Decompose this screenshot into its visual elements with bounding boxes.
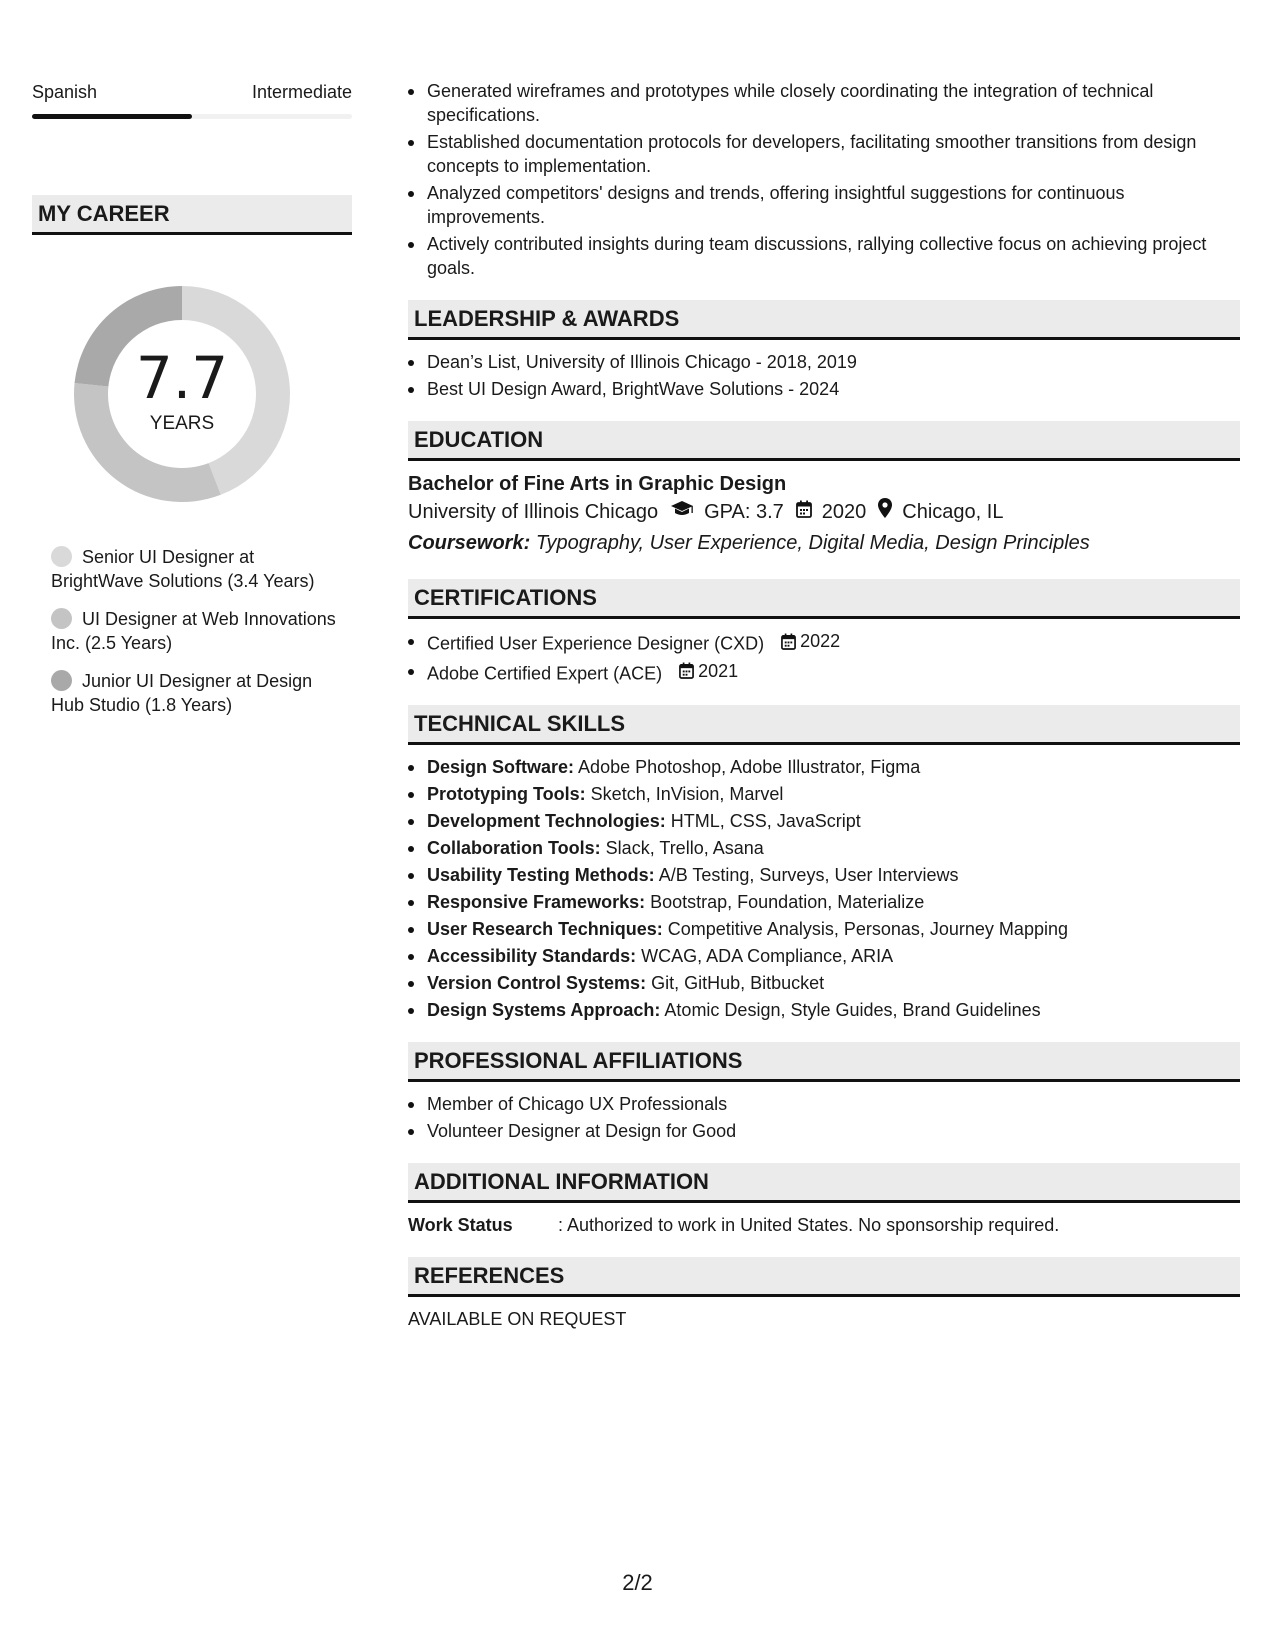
skill-value: A/B Testing, Surveys, User Interviews <box>658 865 959 885</box>
experience-bullet: Generated wireframes and prototypes while closely coordinating the integration of technical specifications. <box>408 79 1240 127</box>
calendar-icon <box>781 633 796 650</box>
page-number: 2/2 <box>622 1570 653 1595</box>
career-heading: MY CAREER <box>38 201 170 226</box>
education-year: 2020 <box>821 501 867 523</box>
certification-item <box>408 629 1240 656</box>
legend-label: Senior UI Designer at BrightWave Solutions (3.4 Years) <box>51 547 315 591</box>
experience-bullet: Analyzed competitors' designs and trends, offering insightful suggestions for continuous improvements. <box>408 181 1240 229</box>
work-status-row <box>408 1213 1240 1237</box>
skill-item <box>408 971 1240 995</box>
skill-item <box>408 809 1240 833</box>
additional-heading: ADDITIONAL INFORMATION <box>414 1169 709 1194</box>
leadership-heading-bar <box>408 300 1240 340</box>
skills-section <box>408 705 1240 1022</box>
education-section <box>408 421 1240 559</box>
career-total-years: 7.7 <box>135 344 229 412</box>
skill-label: Accessibility Standards: <box>427 946 637 966</box>
skills-heading: TECHNICAL SKILLS <box>414 711 626 736</box>
career-heading-bar <box>32 195 352 235</box>
certifications-heading: CERTIFICATIONS <box>414 585 597 610</box>
skill-item <box>408 836 1240 860</box>
skill-label: Development Technologies: <box>427 811 666 831</box>
coursework-value: Typography, User Experience, Digital Media, Design Principles <box>535 532 1090 554</box>
leadership-item: Dean’s List, University of Illinois Chicago - 2018, 2019 <box>408 350 1240 374</box>
additional-heading-bar <box>408 1163 1240 1203</box>
language-row <box>32 80 352 104</box>
skill-value: Adobe Photoshop, Adobe Illustrator, Figma <box>578 757 921 777</box>
affiliations-heading: PROFESSIONAL AFFILIATIONS <box>414 1048 743 1073</box>
legend-item <box>51 669 341 717</box>
language-proficiency-bar <box>32 114 352 119</box>
left-column <box>32 80 352 731</box>
legend-dot <box>51 670 72 691</box>
career-total-unit: YEARS <box>149 413 215 434</box>
certification-name: Adobe Certified Expert (ACE) <box>427 663 663 683</box>
skill-label: Usability Testing Methods: <box>427 865 655 885</box>
education-details <box>408 497 1240 527</box>
skill-label: Prototyping Tools: <box>427 784 586 804</box>
references-heading-bar <box>408 1257 1240 1297</box>
skill-item <box>408 782 1240 806</box>
leadership-item: Best UI Design Award, BrightWave Solutions - 2024 <box>408 377 1240 401</box>
certifications-list <box>408 629 1240 685</box>
graduation-cap-icon <box>670 497 694 527</box>
skill-item <box>408 890 1240 914</box>
skill-item <box>408 755 1240 779</box>
career-legend <box>51 545 341 717</box>
skill-value: Sketch, InVision, Marvel <box>590 784 784 804</box>
skill-item <box>408 944 1240 968</box>
certifications-section <box>408 579 1240 685</box>
donut-center <box>67 279 297 509</box>
map-pin-icon <box>878 497 892 527</box>
coursework-label: Coursework: <box>408 532 531 554</box>
work-status-value: : Authorized to work in United States. No sponsorship required. <box>558 1215 1060 1235</box>
skill-item <box>408 998 1240 1022</box>
affiliations-section <box>408 1042 1240 1143</box>
education-school: University of Illinois Chicago <box>408 501 659 523</box>
skill-label: Responsive Frameworks: <box>427 892 646 912</box>
skills-heading-bar <box>408 705 1240 745</box>
skill-value: WCAG, ADA Compliance, ARIA <box>641 946 894 966</box>
skill-value: Slack, Trello, Asana <box>605 838 764 858</box>
education-gpa: GPA: 3.7 <box>704 501 784 523</box>
skill-value: Git, GitHub, Bitbucket <box>651 973 825 993</box>
certification-date <box>679 659 738 683</box>
leadership-heading: LEADERSHIP & AWARDS <box>414 306 680 331</box>
leadership-list <box>408 350 1240 401</box>
legend-item <box>51 545 341 593</box>
affiliation-item: Volunteer Designer at Design for Good <box>408 1119 1240 1143</box>
skill-label: Collaboration Tools: <box>427 838 601 858</box>
education-degree: Bachelor of Fine Arts in Graphic Design <box>408 473 787 495</box>
affiliation-item: Member of Chicago UX Professionals <box>408 1092 1240 1116</box>
skill-value: Bootstrap, Foundation, Materialize <box>650 892 925 912</box>
certification-name: Certified User Experience Designer (CXD) <box>427 633 765 654</box>
certification-year: 2021 <box>698 660 739 681</box>
calendar-icon <box>796 497 812 527</box>
education-heading-bar <box>408 421 1240 461</box>
references-section <box>408 1257 1240 1331</box>
skill-item <box>408 917 1240 941</box>
language-name: Spanish <box>32 82 98 102</box>
calendar-icon <box>679 662 694 679</box>
leadership-section <box>408 300 1240 401</box>
experience-bullets <box>408 79 1240 280</box>
references-text: AVAILABLE ON REQUEST <box>408 1309 627 1329</box>
affiliations-list <box>408 1092 1240 1143</box>
skill-value: HTML, CSS, JavaScript <box>670 811 861 831</box>
legend-label: UI Designer at Web Innovations Inc. (2.5 Years) <box>51 609 336 653</box>
experience-bullet: Established documentation protocols for developers, facilitating smoother transitions from design concepts to implementation. <box>408 130 1240 178</box>
legend-label: Junior UI Designer at Design Hub Studio (1.8 Years) <box>51 671 313 715</box>
career-donut-chart <box>67 279 297 509</box>
language-level: Intermediate <box>251 82 352 102</box>
education-heading: EDUCATION <box>414 427 544 452</box>
skill-label: Version Control Systems: <box>427 973 647 993</box>
work-status-label: Work Status <box>408 1215 513 1235</box>
legend-dot <box>51 546 72 567</box>
skill-label: Design Software: <box>427 757 575 777</box>
certification-year: 2022 <box>800 631 841 651</box>
certification-date <box>781 629 840 653</box>
language-proficiency-fill <box>32 114 192 119</box>
right-column <box>408 79 1240 1331</box>
education-location: Chicago, IL <box>902 501 1004 523</box>
legend-item <box>51 607 341 655</box>
references-heading: REFERENCES <box>414 1263 565 1288</box>
skill-value: Atomic Design, Style Guides, Brand Guidelines <box>664 1000 1041 1020</box>
skill-item <box>408 863 1240 887</box>
experience-bullet: Actively contributed insights during team discussions, rallying collective focus on achieving project goals. <box>408 232 1240 280</box>
additional-section <box>408 1163 1240 1237</box>
skill-label: Design Systems Approach: <box>427 1000 661 1020</box>
affiliations-heading-bar <box>408 1042 1240 1082</box>
skill-value: Competitive Analysis, Personas, Journey Mapping <box>667 919 1068 939</box>
certification-item <box>408 659 1240 686</box>
skill-label: User Research Techniques: <box>427 919 663 939</box>
certifications-heading-bar <box>408 579 1240 619</box>
skills-list <box>408 755 1240 1022</box>
legend-dot <box>51 608 72 629</box>
education-coursework <box>408 527 1240 559</box>
